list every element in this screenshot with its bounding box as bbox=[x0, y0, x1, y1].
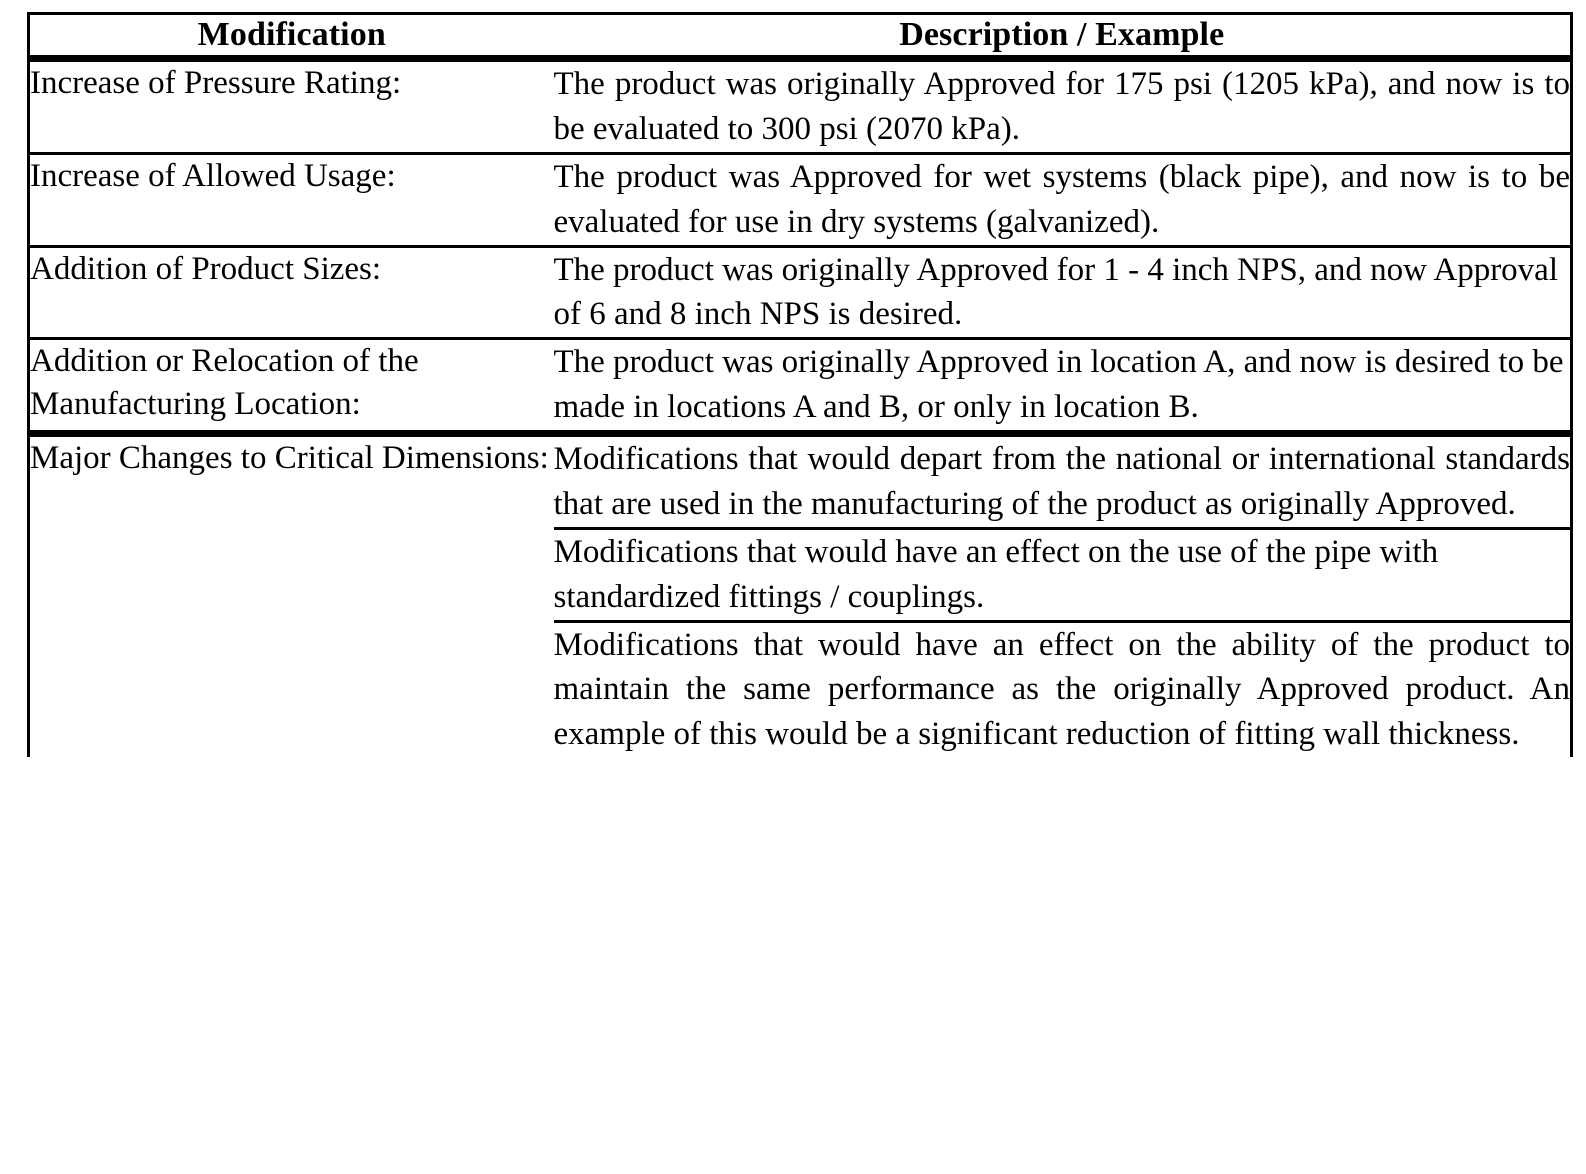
column-header-modification: Modification bbox=[29, 14, 554, 59]
cell-description: Modifications that would depart from the national or international standards that are used in the manufacturing of the product as originally Approved. bbox=[554, 437, 1571, 528]
column-header-description: Description / Example bbox=[554, 14, 1572, 59]
subtable-row bbox=[554, 528, 1571, 621]
cell-modification: Increase of Pressure Rating: bbox=[29, 59, 554, 154]
table-header bbox=[29, 14, 1572, 59]
cell-description: The product was Approved for wet systems (black pipe), and now is to be evaluated for use in dry systems (galvanized). bbox=[554, 153, 1572, 246]
cell-modification: Increase of Allowed Usage: bbox=[29, 153, 554, 246]
subtable-row bbox=[554, 621, 1571, 757]
cell-description: The product was originally Approved for 1 - 4 inch NPS, and now Approval of 6 and 8 inch NPS is desired. bbox=[554, 246, 1572, 339]
cell-description: Modifications that would have an effect on the use of the pipe with standardized fittings / couplings. bbox=[554, 528, 1571, 621]
table-body bbox=[29, 59, 1572, 758]
cell-description: The product was originally Approved for 175 psi (1205 kPa), and now is to be evaluated to 300 psi (2070 kPa). bbox=[554, 59, 1572, 154]
table-row-grouped bbox=[29, 434, 1572, 758]
header-row bbox=[29, 14, 1572, 59]
table-row bbox=[29, 59, 1572, 154]
cell-modification: Addition of Product Sizes: bbox=[29, 246, 554, 339]
table-row bbox=[29, 153, 1572, 246]
subtable-row bbox=[554, 437, 1571, 528]
cell-description: The product was originally Approved in location A, and now is desired to be made in locations A and B, or only in location B. bbox=[554, 339, 1572, 434]
cell-description-group bbox=[554, 434, 1572, 758]
table-row bbox=[29, 339, 1572, 434]
cell-modification: Addition or Relocation of the Manufacturing Location: bbox=[29, 339, 554, 434]
description-subtable bbox=[554, 437, 1571, 757]
modification-description-table bbox=[27, 12, 1573, 757]
cell-modification: Major Changes to Critical Dimensions: bbox=[29, 434, 554, 758]
cell-description: Modifications that would have an effect on the ability of the product to maintain the same performance as the originally Approved product. An example of this would be a significant reduction of fitting wall thickness. bbox=[554, 621, 1571, 757]
table-row bbox=[29, 246, 1572, 339]
